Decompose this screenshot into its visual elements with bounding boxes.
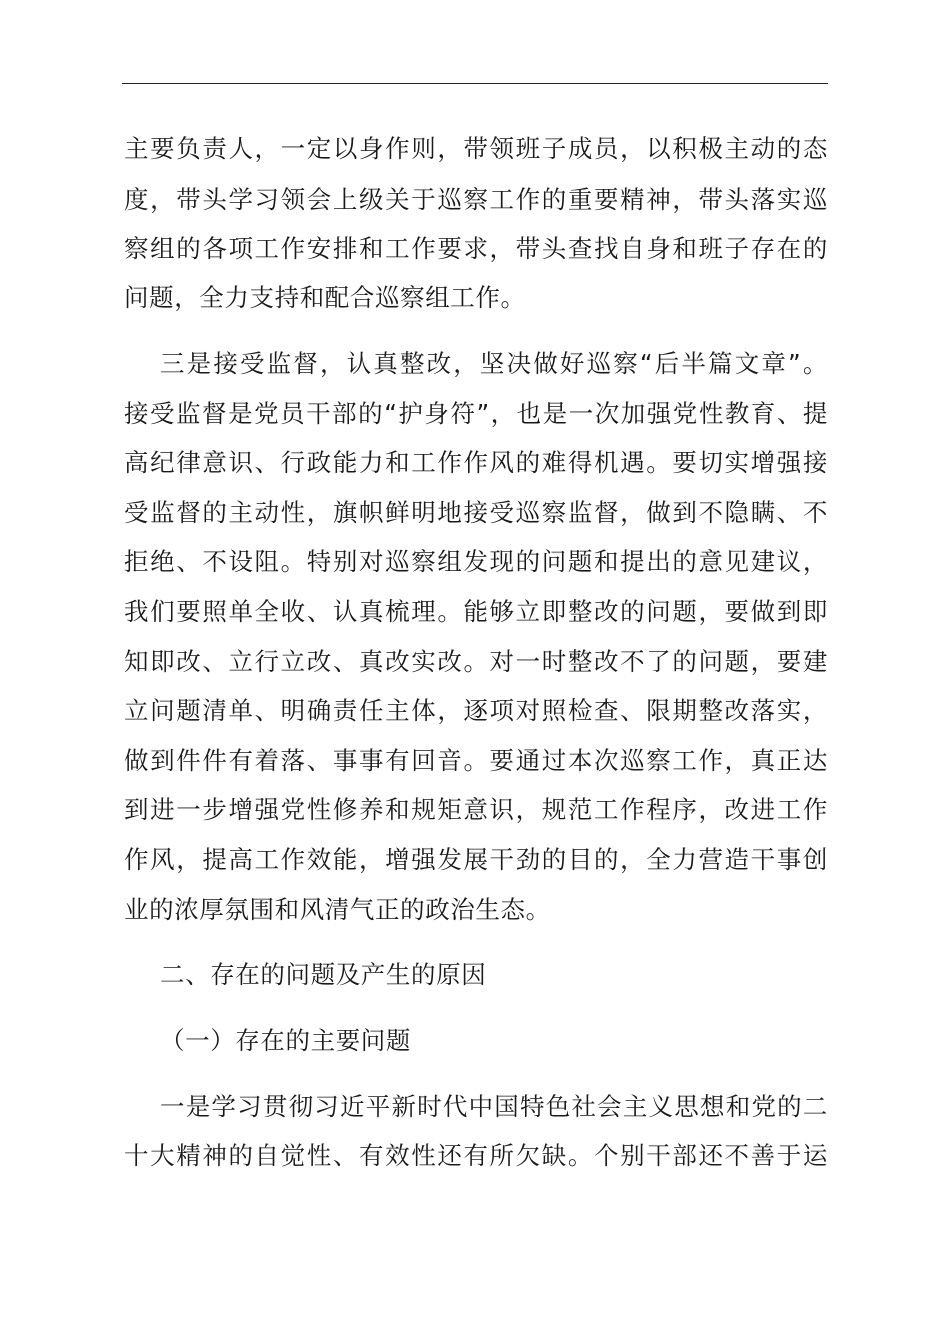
text-line: 业的浓厚氛围和风清气正的政治生态。	[124, 895, 551, 924]
text-line: 度，带头学习领会上级关于巡察工作的重要精神，带头落实巡	[124, 185, 828, 214]
text-line: 高纪律意识、行政能力和工作作风的难得机遇。要切实增强接	[124, 448, 828, 477]
section-heading: 二、存在的问题及产生的原因	[160, 960, 487, 989]
text-line: 知即改、立行立改、真改实改。对一时整改不了的问题，要建	[124, 647, 828, 676]
text-line: 作风，提高工作效能，增强发展干劲的目的，全力营造干事创	[124, 845, 828, 874]
text-line: 接受监督是党员干部的“护身符”，也是一次加强党性教育、提	[124, 399, 828, 428]
text-line: 察组的各项工作安排和工作要求，带头查找自身和班子存在的	[124, 234, 828, 263]
text-line: 受监督的主动性，旗帜鲜明地接受巡察监督，做到不隐瞒、不	[124, 498, 828, 527]
text-line: 到进一步增强党性修养和规矩意识，规范工作程序，改进工作	[124, 795, 828, 824]
text-line: 立问题清单、明确责任主体，逐项对照检查、限期整改落实，	[124, 696, 828, 725]
text-line: 一是学习贯彻习近平新时代中国特色社会主义思想和党的二	[160, 1092, 828, 1121]
text-line: 问题，全力支持和配合巡察组工作。	[124, 283, 526, 312]
text-line: 主要负责人，一定以身作则，带领班子成员，以积极主动的态	[124, 134, 828, 163]
text-line: 我们要照单全收、认真梳理。能够立即整改的问题，要做到即	[124, 597, 828, 626]
text-line: 十大精神的自觉性、有效性还有所欠缺。个别干部还不善于运	[124, 1141, 828, 1170]
subsection-heading: （一）存在的主要问题	[160, 1026, 411, 1055]
text-line: 做到件件有着落、事事有回音。要通过本次巡察工作，真正达	[124, 746, 828, 775]
header-rule	[122, 83, 828, 84]
text-line: 三是接受监督，认真整改，坚决做好巡察“后半篇文章”。	[160, 349, 828, 378]
text-line: 拒绝、不设阻。特别对巡察组发现的问题和提出的意见建议，	[124, 547, 828, 576]
